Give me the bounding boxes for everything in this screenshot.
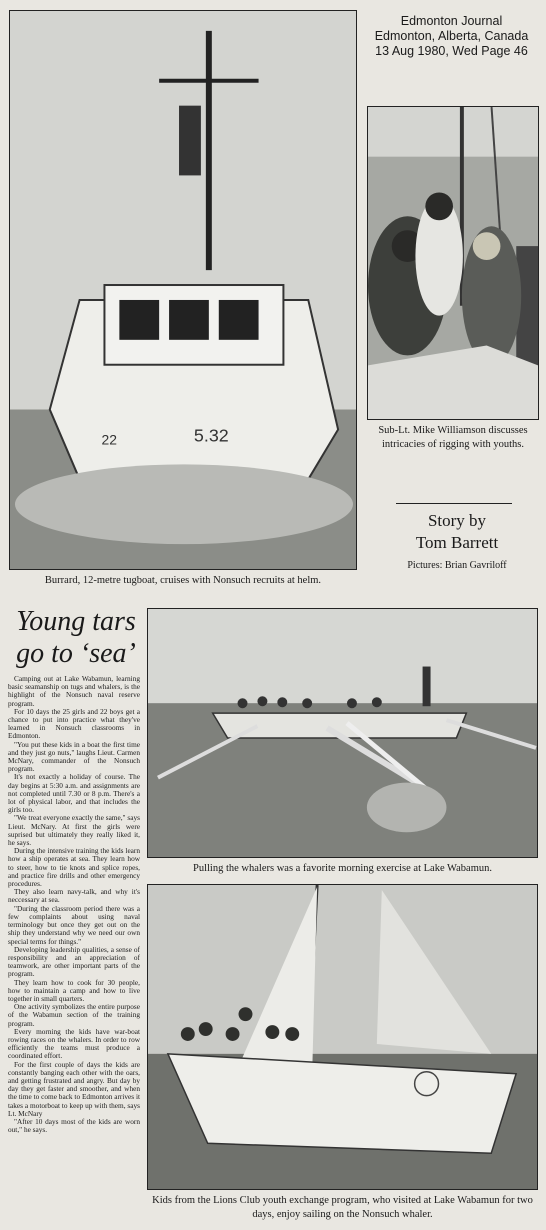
byline-rule-top — [396, 503, 512, 504]
hull-number-right: 5.32 — [193, 425, 229, 446]
headline — [10, 606, 142, 670]
article-paragraph: One activity symbolizes the entire purpose of the Wabamun section of the training program. — [8, 1002, 140, 1028]
whaler-sailing-caption: Kids from the Lions Club youth exchange program, who visited at Lake Wabamun for two days, enjoy sailing on the Nonsuch whaler. — [152, 1195, 533, 1220]
article-paragraph: "During the classroom period there was a few complaints about using naval terminology but once they get out on the ship they understand why we need our own special terms for things." — [8, 903, 140, 946]
article-paragraph: They learn how to cook for 30 people, how to maintain a camp and how to live together in small quarters. — [8, 977, 140, 1003]
article-paragraph: Camping out at Lake Wabamun, learning basic seamanship on tugs and whalers, is the highlight of the Nonsuch naval reserve program. — [8, 674, 140, 708]
article-paragraph: "You put these kids in a boat the first time and they just go nuts," laughs Lieut. Carmen McNary, commander of the Nonsuch program. — [8, 739, 140, 774]
tugboat-caption: Burrard, 12-metre tugboat, cruises with Nonsuch recruits at helm. — [44, 575, 322, 586]
whaler-sailing-photo — [147, 884, 538, 1190]
byline-story-by: Story by — [427, 511, 487, 530]
byline-pictures: Pictures: Brian Gavriloff — [407, 560, 507, 571]
newspaper-header — [364, 14, 539, 59]
headline-line-1: Young tars — [16, 606, 136, 637]
article-paragraph: "We treat everyone exactly the same," says Lieut. McNary. At first the girls were suprised but ultimately they really liked it, he says. — [8, 813, 140, 848]
article-paragraph: They also learn navy-talk, and why it's neccessary at sea. — [8, 887, 140, 905]
headline-line-2: go to ‘sea’ — [16, 638, 136, 669]
paper-name: Edmonton Journal — [400, 14, 503, 28]
whaler-rowing-photo — [147, 608, 538, 858]
article-paragraph: Developing leadership qualities, a sense of responsibility and an appreciation of teamwork, are other important parts of the program. — [8, 944, 140, 979]
paper-dateline: 13 Aug 1980, Wed Page 46 — [375, 44, 528, 58]
whaler-rowing-caption: Pulling the whalers was a favorite morning exercise at Lake Wabamun. — [193, 863, 492, 874]
article-paragraph: Every morning the kids have war-boat rowing races on the whalers. In order to row efficiently the teams must produce a coordinated effort. — [8, 1026, 140, 1061]
article-paragraph: For the first couple of days the kids are constantly banging each other with the oars, and getting frustrated and angry. But day by day they get faster and smoother, and when the time to come back to Edmonton arrives it takes a motorboat to keep up with them, says Lt. McNary — [8, 1059, 140, 1118]
article-paragraph: It's not exactly a holiday of course. The day begins at 5:30 a.m. and assignments are not completed until 7.30 or 8 p.m. There's a lot of physical labor, and that includes the girls too. — [8, 772, 140, 815]
rigging-photo — [367, 106, 539, 420]
article-body — [8, 675, 140, 1134]
article-paragraph: During the intensive training the kids learn how a ship operates at sea. They learn how to steer, how to tie knots and splice ropes, and practice fire drills and other emergency procedures. — [8, 846, 140, 889]
hull-number-left: 22 — [101, 431, 117, 448]
tugboat-photo — [9, 10, 357, 570]
article-paragraph: For 10 days the 25 girls and 22 boys get a chance to put into practice what they've learned in Nonsuch classrooms in Edmonton. — [8, 706, 140, 741]
article-paragraph: "After 10 days most of the kids are worn out," he says. — [8, 1116, 140, 1135]
rigging-caption: Sub-Lt. Mike Williamson discusses intricacies of rigging with youths. — [378, 425, 528, 450]
byline — [392, 510, 522, 571]
paper-location: Edmonton, Alberta, Canada — [374, 29, 529, 43]
byline-author: Tom Barrett — [415, 533, 499, 552]
